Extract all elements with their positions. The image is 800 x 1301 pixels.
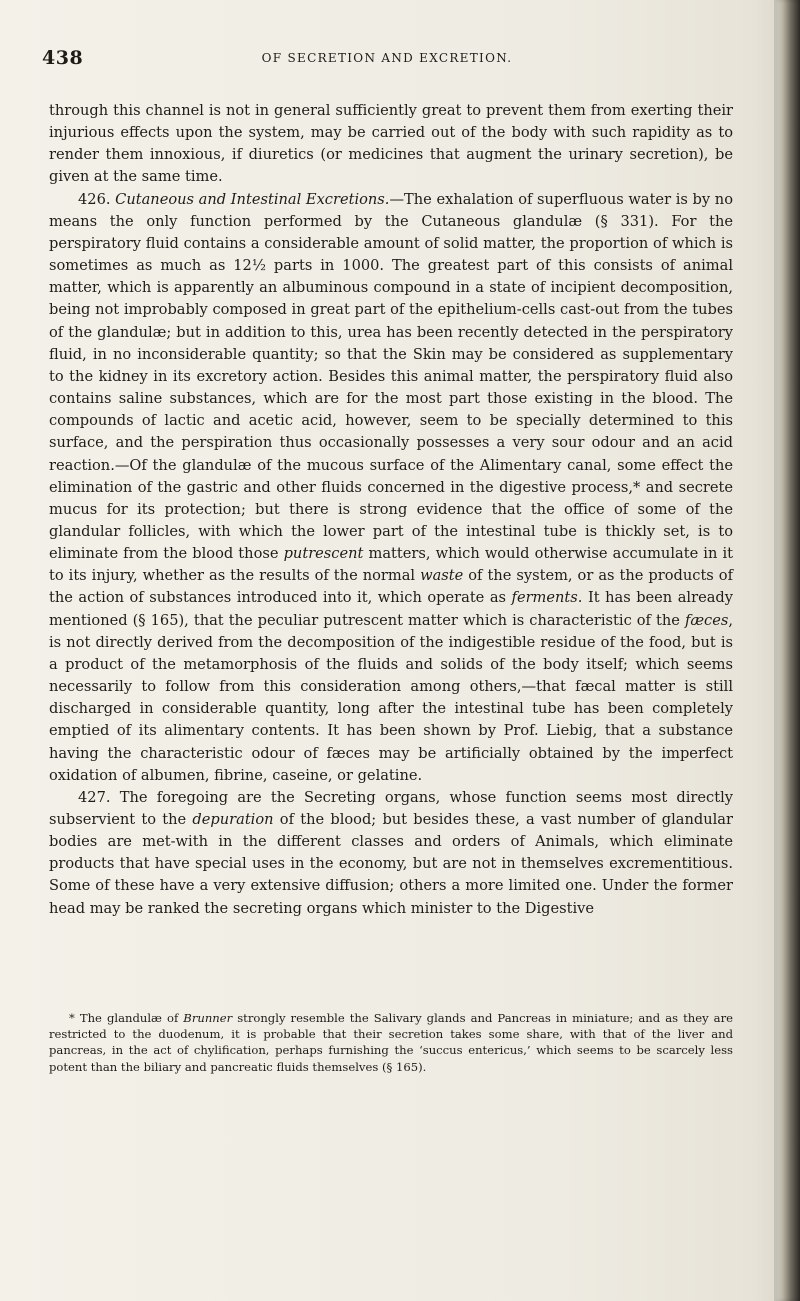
paragraph (49, 787, 733, 920)
italic-text: fæces (684, 611, 729, 629)
italic-text: Cutaneous and Intestinal Excretions. (115, 190, 390, 208)
footnotes (49, 1010, 733, 1075)
paragraph (49, 100, 733, 189)
page-number: 438 (42, 47, 84, 69)
italic-text: Brunner (183, 1011, 233, 1025)
text-run: strongly resemble the Salivary glands and Pancreas in miniature; and as they are restricted to the duodenum, it is probable that their secretion takes some share, with that of the liver and pancreas, in the act of chylification, perhaps furnishing the ‘succus entericus,’ which seems to be scarcely less potent than the biliary and pancreatic fluids themselves (§ 165). (49, 1011, 733, 1074)
italic-text: putrescent (283, 545, 364, 563)
text-run: of the system, or as the products of the action of substances introduced into it, which operate as (49, 567, 733, 607)
italic-text: ferments (511, 589, 578, 607)
paragraph (49, 189, 733, 787)
italic-text: waste (420, 567, 464, 585)
text-run: through this channel is not in general sufficiently great to prevent them from exerting their injurious effects upon the system, may be carried out of the body with such rapidity as to render them innoxious, if diuretics (or medicines that augment the urinary secretion), be given at the same time. (49, 102, 733, 186)
text-run: 426. (78, 190, 116, 208)
page-edge-shadow (774, 0, 800, 1301)
text-run: —The exhalation of superfluous water is by no means the only function performed by the Cutaneous glandulæ (§ 331). For the perspiratory fluid contains a considerable amount of solid matter, the proportion of which is sometimes as much as 12½ parts in 1000. The greatest part of this consists of animal matter, which is apparently an albuminous compound in a state of incipient decomposition, being not improbably composed in great part of the epithelium-cells cast-out from the tubes of the glandulæ; but in addition to this, urea has been recently detected in the perspiratory fluid, in no inconsiderable quantity; so that the Skin may be considered as supplementary to the kidney in its excretory action. Besides this animal matter, the perspiratory fluid also contains saline substances, which are for the most part those existing in the blood. The compounds of lactic and acetic acid, however, seem to be specially determined to this surface, and the perspiration thus occasionally possesses a very sour odour and an acid reaction.—Of the glandulæ of the mucous surface of the Alimentary canal, some effect the elimination of the gastric and other fluids concerned in the digestive process,* and secrete mucus for its protection; but there is strong evidence that the office of some of the glandular follicles, with which the lower part of the intestinal tube is thickly set, is to eliminate from the blood those (49, 190, 733, 563)
running-head: OF SECRETION AND EXCRETION. (261, 51, 513, 65)
text-run: * The glandulæ of (69, 1011, 184, 1025)
footnote (49, 1010, 733, 1075)
text-run: 427. The foregoing are the Secreting organs, whose function seems most directly subservient to the (49, 788, 733, 828)
italic-text: depuration (192, 811, 274, 828)
text-run: , is not directly derived from the decomposition of the indigestible residue of the food, but is a product of the metamorphosis of the fluids and solids of the body itself; which seems necessarily to follow from this consideration among others,—that fæcal matter is still discharged in considerable quantity, long after the intestinal tube has been completely emptied of its alimentary contents. It has been shown by Prof. Liebig, that a substance having the characteristic odour of fæces may be artificially obtained by the imperfect oxidation of albumen, fibrine, caseine, or gelatine. (49, 611, 733, 784)
text-run: . It has been already mentioned (§ 165), that the peculiar putrescent matter which is characteristic of the (49, 589, 733, 629)
text-run: matters, which would otherwise accumulate in it to its injury, whether as the results of the normal (49, 545, 733, 585)
page-header (42, 47, 732, 77)
text-run: of the blood; but besides these, a vast number of glandular bodies are met-with in the different classes and orders of Animals, which eliminate products that have special uses in the economy, but are not in themselves excrementitious. Some of these have a very extensive diffusion; others a more limited one. Under the former head may be ranked the secreting organs which minister to the Digestive (49, 811, 733, 917)
body-text (49, 100, 733, 920)
